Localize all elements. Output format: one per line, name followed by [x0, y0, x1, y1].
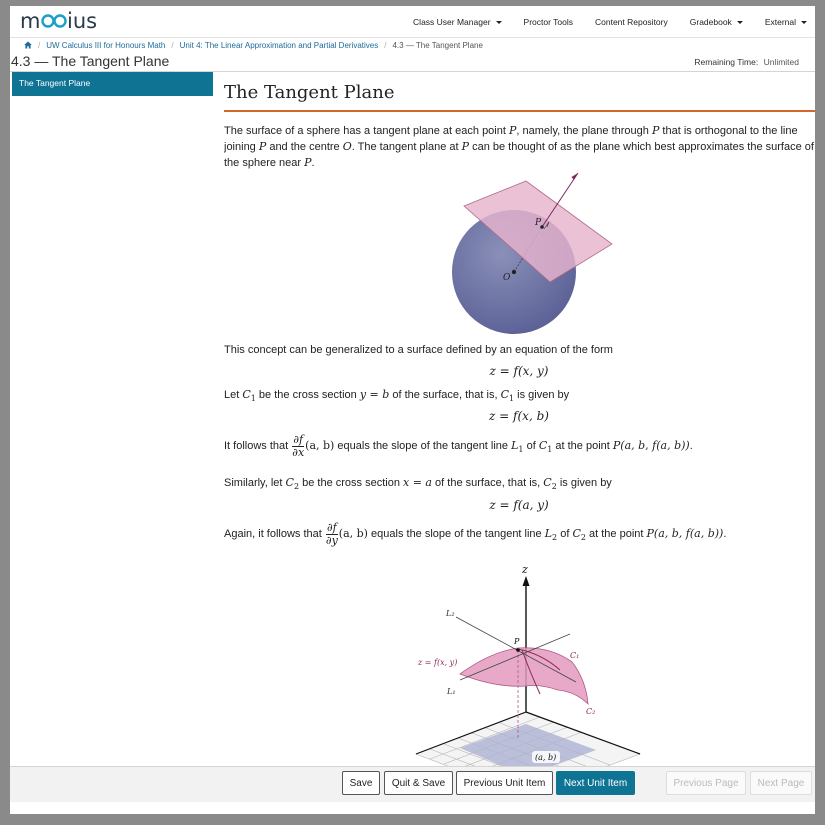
nav-proctor-tools[interactable]: Proctor Tools — [523, 17, 573, 27]
main-content — [224, 72, 815, 766]
home-icon[interactable] — [24, 41, 32, 49]
centre-point — [512, 270, 516, 274]
remaining-time — [694, 57, 799, 67]
breadcrumb-course[interactable]: UW Calculus III for Honours Math — [46, 40, 166, 50]
label-ab: (a, b) — [535, 753, 557, 762]
next-unit-item-button[interactable]: Next Unit Item — [556, 771, 635, 795]
svg-text:m: m — [20, 9, 40, 33]
chevron-down-icon — [737, 21, 743, 24]
title-divider — [224, 110, 815, 112]
chevron-down-icon — [496, 21, 502, 24]
label-surface: z = f(x, y) — [418, 658, 458, 667]
mobius-logo[interactable] — [20, 8, 120, 34]
save-button[interactable]: Save — [342, 771, 380, 795]
label-point-p: P — [514, 637, 520, 646]
label-p: P — [535, 218, 542, 228]
remaining-time-value: Unlimited — [763, 57, 799, 67]
partial-x-fraction: $\frac{\partial f}{\partial x}$ — [292, 432, 305, 459]
title-bar — [10, 52, 815, 72]
sphere-tangent-plane-figure — [446, 172, 616, 337]
equation-c1: z = f(x, b) — [489, 409, 549, 423]
paragraph-generalize: This concept can be generalized to a surface defined by an equation of the form — [224, 344, 613, 356]
remaining-time-label: Remaining Time: — [694, 57, 759, 67]
label-c2: C₂ — [586, 707, 596, 716]
nav-gradebook[interactable]: Gradebook — [690, 17, 743, 27]
app-window — [10, 6, 815, 814]
paragraph-c2: Similarly, let $C_2$ be the cross section x = a of the surface, that is, $C_2$ is given by — [224, 476, 612, 492]
logo-text: möbius — [20, 8, 24, 9]
label-l1: L₁ — [447, 687, 456, 696]
breadcrumb-current: 4.3 — The Tangent Plane — [392, 40, 483, 50]
chevron-down-icon — [801, 21, 807, 24]
paragraph-partial-x: It follows that $\frac{\partial f}{\partial x}$ (a, b) equals the slope of the tangent line $L_1$ of $C_1$ at the point P(a, b, f(a, b)). — [224, 432, 693, 459]
next-page-button[interactable]: Next Page — [750, 771, 812, 795]
nav-menu — [391, 6, 807, 38]
page-title: 4.3 — The Tangent Plane — [11, 53, 170, 69]
equation-c2: z = f(a, y) — [489, 498, 549, 512]
label-l2: L₂ — [446, 609, 455, 618]
nav-class-user-manager[interactable]: Class User Manager — [413, 17, 501, 27]
label-o: O — [503, 273, 511, 283]
previous-page-button[interactable]: Previous Page — [666, 771, 746, 795]
footer-bar — [10, 766, 815, 802]
point-p — [516, 648, 520, 652]
sidebar-item-tangent-plane[interactable]: The Tangent Plane — [12, 72, 213, 96]
nav-content-repository[interactable]: Content Repository — [594, 17, 668, 27]
previous-unit-item-button[interactable]: Previous Unit Item — [456, 771, 553, 795]
paragraph-partial-y: Again, it follows that $\frac{\partial f}{\partial y}$ (a, b) equals the slope of the tangent line $L_2$ of $C_2$ at the point P(a, b, f(a, b)). — [224, 520, 727, 547]
breadcrumb-unit[interactable]: Unit 4: The Linear Approximation and Partial Derivatives — [179, 40, 379, 50]
surface-cross-section-figure — [400, 562, 660, 766]
paragraph-c1: Let $C_1$ be the cross section y = b of the surface, that is, $C_1$ is given by — [224, 388, 570, 404]
partial-y-fraction: $\frac{\partial f}{\partial y}$ — [325, 520, 338, 547]
equation-surface: z = f(x, y) — [489, 364, 549, 378]
label-c1: C₁ — [570, 651, 580, 660]
svg-text:ius: ius — [67, 9, 98, 33]
top-navbar — [10, 6, 815, 38]
content-title: The Tangent Plane — [224, 82, 395, 103]
quit-save-button[interactable]: Quit & Save — [384, 771, 453, 795]
nav-external[interactable]: External — [765, 17, 807, 27]
paragraph-intro: The surface of a sphere has a tangent plane at each point P, namely, the plane through P that is orthogonal to the line joining P and the centre O. The tangent plane at P can be thought of as the plane which best approximates the surface of the sphere near P. — [224, 124, 814, 169]
z-axis-label: z — [522, 563, 528, 576]
breadcrumb: / UW Calculus III for Honours Math / Unit 4: The Linear Approximation and Partial Derivatives / 4.3 — The Tangent Plane — [10, 38, 815, 52]
